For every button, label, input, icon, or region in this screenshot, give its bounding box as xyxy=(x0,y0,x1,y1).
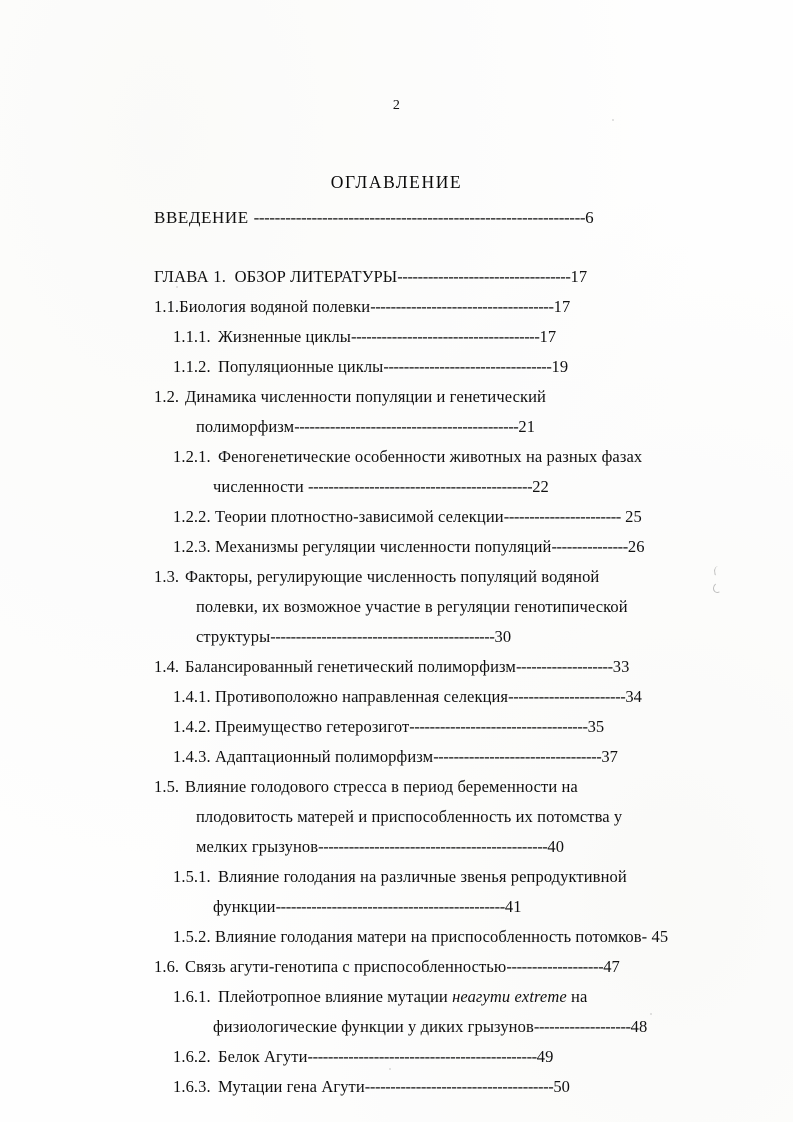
toc-entry-label-cont: структуры xyxy=(196,627,271,646)
toc-entry-number: 1.1.2. xyxy=(173,357,211,376)
toc-leader-dots: -------------------------------------------- xyxy=(294,417,519,436)
toc-entry-1-2-continuation[interactable] xyxy=(152,412,730,442)
toc-entry-label: Влияние голодания матери на приспособленность потомков- xyxy=(214,927,648,946)
page-number: 2 xyxy=(392,98,401,113)
toc-entry-number: 1.4.1. xyxy=(173,687,211,706)
toc-leader-dots: ------------------- xyxy=(515,657,613,676)
toc-entry-1-5-continuation-a[interactable] xyxy=(152,802,730,832)
toc-leader-dots: ----------------------------------- xyxy=(409,717,588,736)
toc-entry-1-2-2[interactable] xyxy=(152,502,730,532)
toc-entry-1-4[interactable] xyxy=(152,652,730,682)
toc-entry-label-italic: неагути extreme xyxy=(452,987,567,1006)
toc-chapter-number: ГЛАВА 1. xyxy=(154,267,227,286)
toc-entry-page: 6 xyxy=(585,208,595,227)
scan-speckle xyxy=(176,286,178,288)
toc-entry-1-1-2[interactable] xyxy=(152,352,730,382)
toc-entry-page: 17 xyxy=(553,297,571,316)
toc-entry-number: 1.4. xyxy=(154,657,180,676)
toc-leader-dots: --------------------------------------------- xyxy=(275,897,505,916)
toc-entry-1-4-3[interactable] xyxy=(152,742,730,772)
toc-entry-label-cont: мелких грызунов xyxy=(196,837,319,856)
toc-entry-page: 40 xyxy=(547,837,565,856)
toc-entry-1-6-3[interactable] xyxy=(152,1072,730,1102)
toc-entry-label: Преимущество гетерозигот xyxy=(214,717,410,736)
toc-leader-dots: -------------------------------------------- xyxy=(308,477,533,496)
toc-entry-number: 1.6.2. xyxy=(173,1047,211,1066)
toc-entry-label-cont: полевки, их возможное участие в регуляции генотипической xyxy=(196,597,628,616)
toc-entry-label-post: на xyxy=(566,987,588,1006)
toc-leader-dots: --------------------------------- xyxy=(383,357,552,376)
toc-entry-page: 22 xyxy=(532,477,549,496)
toc-leader-dots: -------------------------------------------- xyxy=(270,627,495,646)
toc-entry-label: Биология водяной полевки xyxy=(179,297,371,316)
toc-entry-label-cont: физиологические функции у диких грызунов xyxy=(213,1017,534,1036)
toc-entry-label: Механизмы регуляции численности популяций xyxy=(214,537,552,556)
scan-artifact-mark xyxy=(713,565,722,575)
toc-entry-page: 21 xyxy=(518,417,536,436)
toc-entry-1-2-1-continuation[interactable] xyxy=(152,472,730,502)
toc-entry-page: 34 xyxy=(625,687,643,706)
toc-entry-1-2-3[interactable] xyxy=(152,532,730,562)
toc-leader-dots: ------------------- xyxy=(533,1017,631,1036)
toc-entry-label: Связь агути-генотипа с приспособленностью xyxy=(185,957,507,976)
toc-entry-label-cont: функции xyxy=(213,897,276,916)
scan-speckle xyxy=(650,1013,652,1015)
toc-entry-label: Факторы, регулирующие численность популяций водяной xyxy=(185,567,600,586)
page-title: ОГЛАВЛЕНИЕ xyxy=(330,172,463,192)
toc-entry-label-pre: Плейотропное влияние мутации xyxy=(218,987,453,1006)
toc-entry-page: 30 xyxy=(494,627,512,646)
toc-entry-number: 1.1.1. xyxy=(173,327,211,346)
toc-leader-dots: --------------------------------- xyxy=(433,747,602,766)
toc-entry-1-6-2[interactable] xyxy=(152,1042,730,1072)
toc-entry-number: 1.6.3. xyxy=(173,1077,211,1096)
toc-leader-dots: --------------------------------------------- xyxy=(307,1047,537,1066)
toc-leader-dots: ------------------------------------- xyxy=(350,327,540,346)
toc-leader-dots: --------------- xyxy=(551,537,628,556)
toc-leader-dots: --------------------------------------------------------------- xyxy=(253,208,586,227)
toc-leader-dots: ----------------------- xyxy=(503,507,621,526)
toc-leader-dots: --------------------------------------------- xyxy=(318,837,548,856)
table-of-contents xyxy=(152,203,730,1102)
toc-entry-page: 48 xyxy=(630,1017,648,1036)
toc-entry-number: 1.4.2. xyxy=(173,717,211,736)
toc-entry-1-6-1[interactable] xyxy=(152,982,730,1012)
toc-entry-1-3[interactable] xyxy=(152,562,730,592)
toc-entry-page: 49 xyxy=(536,1047,554,1066)
toc-entry-page: 19 xyxy=(551,357,569,376)
toc-entry-label: Белок Агути xyxy=(218,1047,308,1066)
toc-leader-dots: ----------------------- xyxy=(508,687,626,706)
toc-entry-number: 1.2. xyxy=(154,387,180,406)
toc-entry-label-cont: плодовитость матерей и приспособленность их потомства у xyxy=(196,807,623,826)
toc-entry-label: Влияние голодания на различные звенья репродуктивной xyxy=(218,867,627,886)
toc-entry-1-5-1[interactable] xyxy=(152,862,730,892)
toc-entry-1-6-1-continuation[interactable] xyxy=(152,1012,730,1042)
toc-entry-page: 41 xyxy=(504,897,522,916)
toc-entry-label: Влияние голодового стресса в период беременности на xyxy=(185,777,578,796)
toc-entry-page: 26 xyxy=(627,537,645,556)
toc-entry-page: 17 xyxy=(539,327,557,346)
toc-entry-label: Адаптационный полиморфизм xyxy=(214,747,434,766)
toc-entry-number: 1.3. xyxy=(154,567,180,586)
toc-entry-page: 45 xyxy=(647,927,669,946)
toc-entry-number: 1.2.2. xyxy=(173,507,211,526)
toc-entry-1-1[interactable] xyxy=(152,292,730,322)
toc-entry-chapter-1[interactable] xyxy=(152,262,730,292)
toc-entry-1-6[interactable] xyxy=(152,952,730,982)
toc-leader-dots: ------------------------------------ xyxy=(370,297,554,316)
toc-entry-page: 35 xyxy=(587,717,605,736)
toc-entry-1-2[interactable] xyxy=(152,382,730,412)
toc-entry-label: Жизненные циклы xyxy=(218,327,351,346)
spacer xyxy=(152,233,730,262)
toc-entry-1-3-continuation-b[interactable] xyxy=(152,622,730,652)
toc-entry-label: ВВЕДЕНИЕ xyxy=(154,208,249,227)
toc-leader-dots: ---------------------------------- xyxy=(397,267,571,286)
toc-entry-label: Балансированный генетический полиморфизм xyxy=(185,657,516,676)
toc-entry-1-2-1[interactable] xyxy=(152,442,730,472)
toc-entry-label-cont: численности xyxy=(213,477,309,496)
toc-entry-number: 1.5.2. xyxy=(173,927,211,946)
toc-entry-1-5-continuation-b[interactable] xyxy=(152,832,730,862)
scan-speckle xyxy=(612,119,614,121)
toc-entry-label: Феногенетические особенности животных на разных фазах xyxy=(218,447,643,466)
toc-entry-number: 1.1. xyxy=(154,297,180,316)
toc-entry-1-4-1[interactable] xyxy=(152,682,730,712)
toc-entry-page: 47 xyxy=(603,957,620,976)
toc-entry-1-5-2[interactable] xyxy=(152,922,730,952)
toc-entry-number: 1.6. xyxy=(154,957,180,976)
toc-entry-number: 1.2.1. xyxy=(173,447,211,466)
toc-entry-label: Теории плотностно-зависимой селекции xyxy=(214,507,504,526)
toc-chapter-label: ОБЗОР ЛИТЕРАТУРЫ xyxy=(234,267,398,286)
toc-entry-1-1-1[interactable] xyxy=(152,322,730,352)
toc-entry-1-4-2[interactable] xyxy=(152,712,730,742)
toc-entry-label: Противоположно направленная селекция xyxy=(214,687,509,706)
toc-entry-page: 33 xyxy=(612,657,630,676)
toc-entry-number: 1.6.1. xyxy=(173,987,211,1006)
toc-leader-dots: ------------------- xyxy=(506,957,604,976)
scan-speckle xyxy=(389,1068,391,1070)
toc-entry-introduction[interactable] xyxy=(152,203,730,233)
toc-entry-label: Популяционные циклы xyxy=(218,357,384,376)
toc-entry-page: 50 xyxy=(553,1077,571,1096)
toc-entry-number: 1.5.1. xyxy=(173,867,211,886)
toc-entry-1-5-1-continuation[interactable] xyxy=(152,892,730,922)
toc-entry-number: 1.2.3. xyxy=(173,537,211,556)
toc-entry-label-cont: полиморфизм xyxy=(196,417,295,436)
toc-entry-1-3-continuation-a[interactable] xyxy=(152,592,730,622)
toc-entry-page: 25 xyxy=(620,507,642,526)
toc-entry-label: Мутации гена Агути xyxy=(218,1077,365,1096)
toc-entry-page: 17 xyxy=(570,267,588,286)
toc-entry-number: 1.5. xyxy=(154,777,180,796)
toc-entry-page: 37 xyxy=(601,747,619,766)
toc-entry-number: 1.4.3. xyxy=(173,747,211,766)
toc-entry-1-5[interactable] xyxy=(152,772,730,802)
toc-entry-label: Динамика численности популяции и генетический xyxy=(185,387,546,406)
toc-leader-dots: ------------------------------------- xyxy=(364,1077,554,1096)
